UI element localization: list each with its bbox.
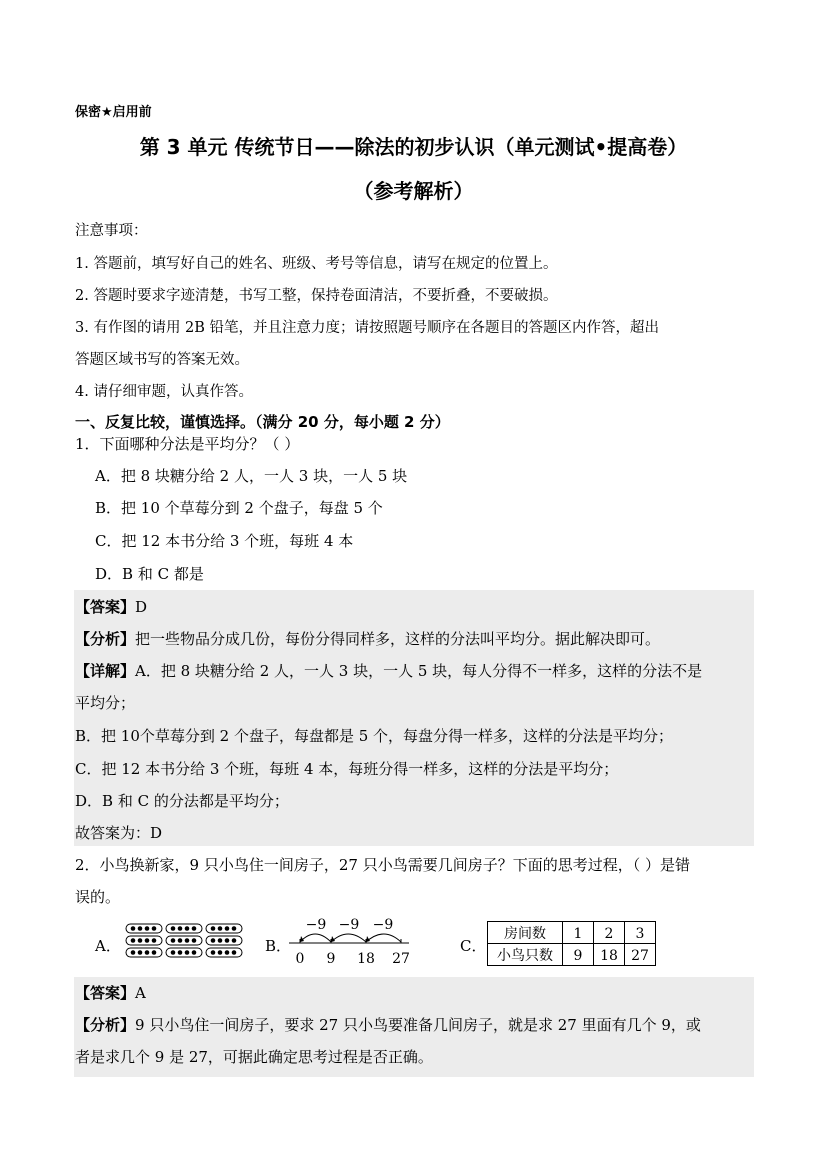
notice-item: 2. 答题时要求字迹清楚，书写工整，保持卷面清洁，不要折叠，不要破损。: [75, 288, 558, 304]
dot-groups-figure: [125, 922, 245, 960]
answer-tag: 【答案】: [75, 598, 136, 616]
notice-item: 4. 请仔细审题，认真作答。: [75, 384, 253, 400]
table-cell: 3: [635, 926, 645, 942]
table-cell: 2: [604, 926, 614, 942]
answer-value: D: [135, 598, 148, 616]
analysis-tag: 【分析】: [75, 1016, 136, 1034]
detail-line: D．B 和 C 的分法都是平均分；: [75, 792, 289, 810]
analysis-line: [75, 1014, 701, 1035]
detail-line: B．把 10个草莓分到 2 个盘子，每盘都是 5 个，每盘分得一样多，这样的分法是平均分；: [75, 727, 674, 745]
page-subtitle: （参考解析）: [353, 179, 474, 203]
rooms-table: [486, 920, 658, 968]
answer-line: [75, 982, 146, 1003]
table-cell: 9: [573, 948, 583, 964]
option-a: A．把 8 块糖分给 2 人，一人 3 块，一人 5 块: [95, 467, 408, 485]
detail-line: 平均分；: [75, 694, 136, 712]
analysis-text: 9 只小鸟住一间房子，要求 27 只小鸟要准备几间房子，就是求 27 里面有几个 9，或: [135, 1016, 701, 1034]
confidential-label: 保密★启用前: [75, 105, 152, 120]
notice-item: 1. 答题前，填写好自己的姓名、班级、考号等信息，请写在规定的位置上。: [75, 256, 558, 272]
detail-line: [75, 660, 702, 681]
number-line-figure: [285, 915, 415, 967]
table-cell: 18: [600, 948, 618, 964]
detail-tag: 【详解】: [75, 662, 136, 680]
notice-item: 3. 有作图的请用 2B 铅笔，并且注意力度；请按照题号顺序在各题目的答题区内作答，超出: [75, 320, 660, 336]
notice-heading: 注意事项：: [75, 223, 148, 239]
table-cell: 27: [631, 948, 649, 964]
table-row-header: 房间数: [504, 926, 546, 942]
analysis-text: 把一些物品分成几份，每份分得同样多，这样的分法叫平均分。据此解决即可。: [135, 630, 661, 648]
question-stem: 2．小鸟换新家，9 只小鸟住一间房子，27 只小鸟需要几间房子？下面的思考过程，（ ）是错: [75, 856, 690, 874]
option-c: C．把 12 本书分给 3 个班，每班 4 本: [95, 532, 354, 550]
analysis-tag: 【分析】: [75, 630, 136, 648]
option-a-label: A．: [95, 937, 121, 955]
section-heading: 一、反复比较，谨慎选择。（满分 20 分，每小题 2 分）: [75, 413, 450, 431]
tick-label: 27: [392, 951, 410, 967]
page-title: 第 3 单元 传统节日——除法的初步认识（单元测试•提高卷）: [139, 135, 688, 159]
detail-line: C．把 12 本书分给 3 个班，每班 4 本，每班分得一样多，这样的分法是平均分；: [75, 760, 619, 778]
tick-label: 9: [326, 951, 336, 967]
question-stem: 误的。: [75, 888, 121, 906]
tick-label: 0: [295, 951, 305, 967]
option-b: B．把 10 个草莓分到 2 个盘子，每盘 5 个: [95, 499, 383, 517]
notice-item: 答题区域书写的答案无效。: [75, 352, 249, 368]
jump-label: −9: [305, 917, 327, 933]
detail-text: A．把 8 块糖分给 2 人，一人 3 块，一人 5 块，每人分得不一样多，这样的分法不是: [135, 662, 703, 680]
table-row-header: 小鸟只数: [497, 948, 553, 964]
question-stem: 1．下面哪种分法是平均分？（ ）: [75, 435, 300, 453]
analysis-line: [75, 628, 660, 649]
answer-tag: 【答案】: [75, 984, 136, 1002]
jump-label: −9: [372, 917, 394, 933]
option-b-label: B．: [265, 937, 292, 955]
detail-line: 故答案为：D: [75, 824, 163, 842]
tick-label: 18: [357, 951, 375, 967]
option-d: D．B 和 C 都是: [95, 565, 204, 583]
analysis-line: 者是求几个 9 是 27，可据此确定思考过程是否正确。: [75, 1048, 433, 1066]
option-c-label: C．: [460, 937, 487, 955]
table-cell: 1: [573, 926, 583, 942]
answer-value: A: [135, 984, 146, 1002]
answer-line: [75, 596, 147, 617]
jump-label: −9: [338, 917, 360, 933]
